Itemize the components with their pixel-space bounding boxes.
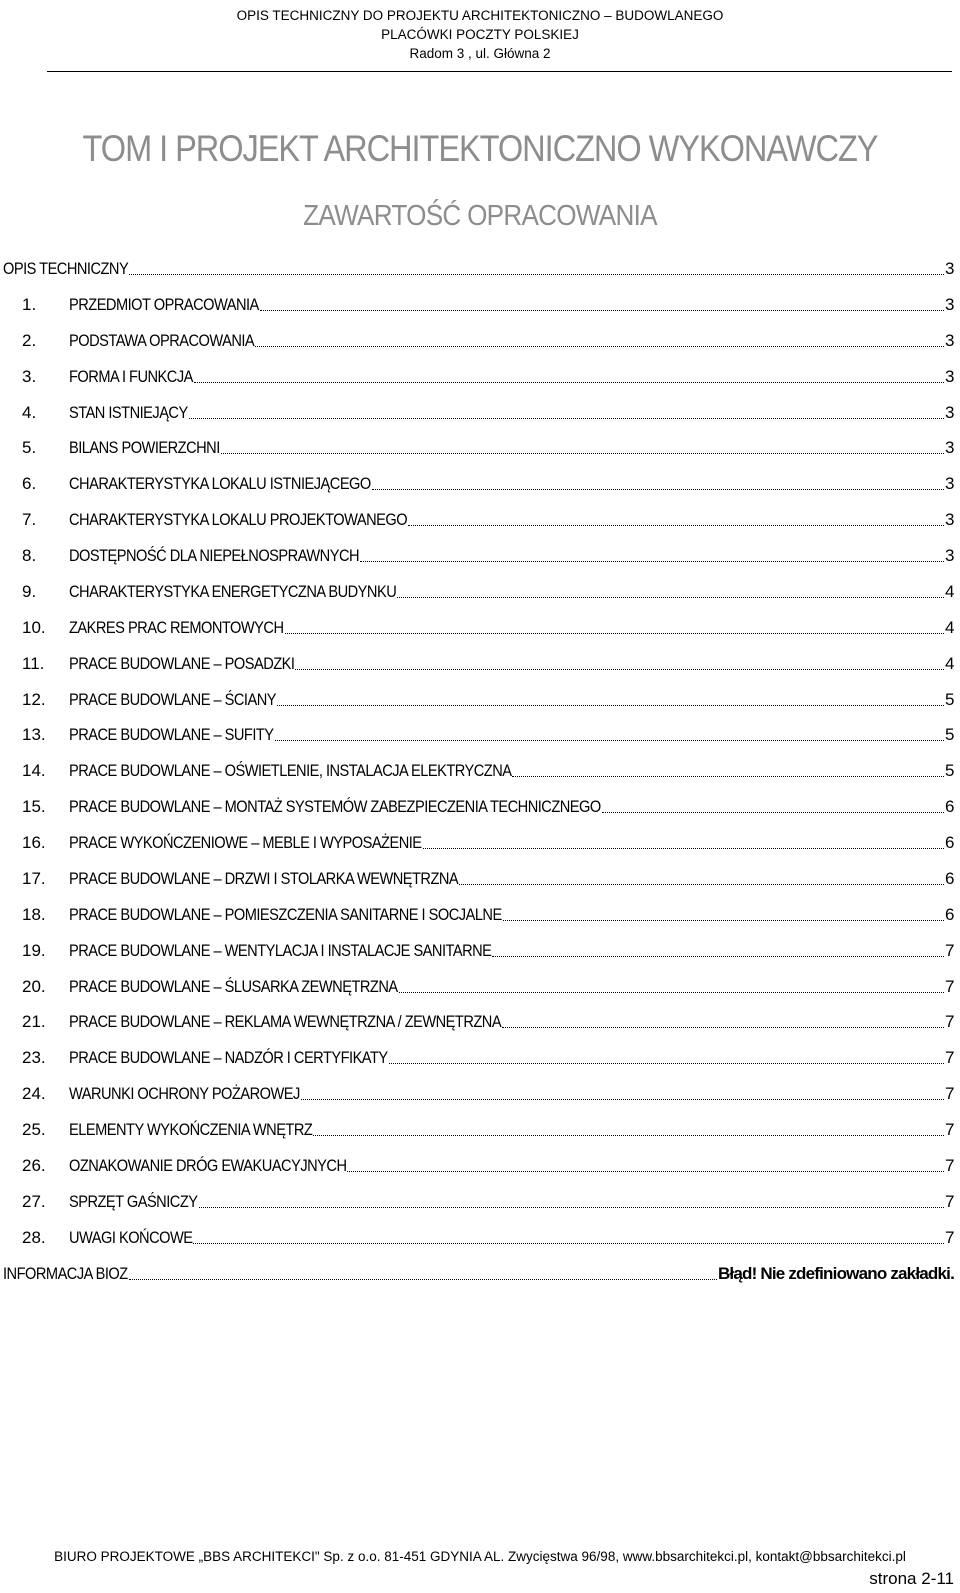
toc-entry-number: 16. [22,833,46,853]
toc-entry-page: 3 [944,510,954,530]
toc-entry-number: 19. [22,940,46,960]
toc-entry-page: 3 [944,330,954,350]
toc-dot-leader [503,920,944,921]
toc-entry[interactable] [22,940,954,962]
toc-dot-leader [129,1279,717,1280]
toc-entry[interactable] [22,581,954,603]
toc-entry-page: 3 [944,438,954,458]
toc-dot-leader [277,705,944,706]
toc-dot-leader [399,992,944,993]
toc-dot-leader [389,1063,944,1064]
toc-entry[interactable] [22,509,954,531]
toc-entry-label: PRACE WYKOŃCZENIOWE – MEBLE I WYPOSAŻENIE [69,833,422,853]
toc-entry-page: 6 [944,833,954,853]
toc-entry-page: 7 [944,1084,954,1104]
toc-entry[interactable] [22,1083,954,1105]
toc-entry-page: Błąd! Nie zdefiniowano zakładki. [717,1263,954,1283]
toc-entry-page: 7 [944,976,954,996]
toc-entry-number: 15. [22,797,46,817]
toc-entry-page: 5 [944,725,954,745]
toc-dot-leader [313,1135,944,1136]
toc-entry-label: WARUNKI OCHRONY POŻAROWEJ [69,1084,300,1104]
toc-entry[interactable] [22,545,954,567]
toc-entry[interactable] [22,976,954,998]
toc-entry[interactable] [3,258,954,280]
toc-dot-leader [275,740,944,741]
toc-entry-page: 7 [944,1227,954,1247]
toc-entry[interactable] [22,1119,954,1141]
toc-entry-page: 7 [944,1120,954,1140]
toc-dot-leader [602,812,944,813]
toc-entry-number: 5. [22,438,37,458]
toc-entry[interactable] [22,473,954,495]
toc-dot-leader [492,956,944,957]
toc-entry-label: FORMA I FUNKCJA [69,366,193,386]
toc-entry-page: 3 [944,546,954,566]
toc-entry-label: PRACE BUDOWLANE – POSADZKI [69,653,295,673]
toc-entry[interactable] [22,1191,954,1213]
toc-dot-leader [502,1027,944,1028]
main-title: TOM I PROJEKT ARCHITEKTONICZNO WYKONAWCZY [82,128,878,169]
toc-entry-label: PRACE BUDOWLANE – POMIESZCZENIA SANITARNE I SOCJALNE [69,904,502,924]
toc-entry-label: SPRZĘT GAŚNICZY [69,1191,198,1211]
toc-entry-label: ZAKRES PRAC REMONTOWYCH [69,617,284,637]
header-divider [47,71,952,72]
toc-entry-page: 4 [944,581,954,601]
toc-dot-leader [408,525,944,526]
toc-entry-number: 9. [22,581,37,601]
toc-entry-number: 8. [22,546,37,566]
toc-entry-label: PRACE BUDOWLANE – REKLAMA WEWNĘTRZNA / ZEWNĘTRZNA [69,1012,502,1032]
toc-entry-page: 7 [944,1048,954,1068]
toc-entry[interactable] [22,832,954,854]
header-line-3: Radom 3 , ul. Główna 2 [409,46,551,61]
toc-entry[interactable] [22,868,954,890]
toc-entry-label: STAN ISTNIEJĄCY [69,402,188,422]
header-line-1: OPIS TECHNICZNY DO PROJEKTU ARCHITEKTONICZNO – BUDOWLANEGO [236,8,724,23]
toc-entry[interactable] [22,724,954,746]
toc-entry-page: 7 [944,1156,954,1175]
toc-entry-page: 4 [944,617,954,637]
toc-entry-label: PRACE BUDOWLANE – MONTAŻ SYSTEMÓW ZABEZPIECZENIA TECHNICZNEGO [69,797,601,817]
toc-entry-label: PRACE BUDOWLANE – DRZWI I STOLARKA WEWNĘTRZNA [69,868,459,888]
toc-entry[interactable] [22,760,954,782]
toc-entry-number: 23. [22,1048,46,1068]
toc-entry-label: PRACE BUDOWLANE – NADZÓR I CERTYFIKATY [69,1048,388,1068]
toc-entry[interactable] [22,1047,954,1069]
toc-entry[interactable] [22,366,954,388]
toc-dot-leader [295,669,943,670]
toc-entry[interactable] [22,330,954,352]
toc-entry-number: 7. [22,510,37,530]
toc-entry[interactable] [22,1227,954,1249]
toc-entry-label: OZNAKOWANIE DRÓG EWAKUACYJNYCH [69,1156,347,1175]
toc-entry-label: CHARAKTERYSTYKA LOKALU PROJEKTOWANEGO [69,510,408,530]
toc-entry[interactable] [22,653,954,675]
toc-entry-page: 5 [944,761,954,781]
toc-entry-page: 5 [944,689,954,709]
toc-entry[interactable] [3,1263,954,1285]
toc-entry[interactable] [22,437,954,459]
toc-entry-label: PRZEDMIOT OPRACOWANIA [69,294,259,314]
toc-dot-leader [301,1099,944,1100]
toc-entry-number: 10. [22,617,46,637]
page-number: strona 2-11 [869,1569,954,1588]
toc-entry[interactable] [22,294,954,316]
header-line-2: PLACÓWKI POCZTY POLSKIEJ [381,27,579,42]
toc-entry-page: 3 [944,294,954,314]
toc-entry[interactable] [22,402,954,424]
toc-entry-label: INFORMACJA BIOZ [3,1263,128,1283]
toc-entry-page: 7 [944,1191,954,1211]
toc-entry-page: 3 [944,259,954,278]
toc-entry-number: 20. [22,976,46,996]
toc-dot-leader [255,346,944,347]
toc-entry-page: 3 [944,402,954,422]
toc-entry-page: 6 [944,868,954,888]
toc-dot-leader [360,561,944,562]
toc-dot-leader [512,776,943,777]
toc-entry[interactable] [22,796,954,818]
toc-entry-page: 7 [944,1012,954,1032]
toc-entry-number: 11. [22,653,45,673]
toc-entry-page: 7 [944,940,954,960]
toc-dot-leader [193,1243,943,1244]
toc-entry-number: 18. [22,904,46,924]
toc-entry-number: 24. [22,1084,46,1104]
toc-entry-number: 4. [22,402,37,422]
toc-entry-label: CHARAKTERYSTYKA ENERGETYCZNA BUDYNKU [69,581,397,601]
toc-entry-number: 25. [22,1120,46,1140]
toc-entry-label: PRACE BUDOWLANE – ŚCIANY [69,689,276,709]
toc-dot-leader [285,633,944,634]
toc-dot-leader [347,1171,944,1172]
toc-entry-number: 6. [22,474,37,494]
toc-entry-page: 6 [944,797,954,817]
toc-dot-leader [199,1207,944,1208]
toc-dot-leader [129,274,944,275]
toc-dot-leader [459,884,944,885]
toc-entry-page: 3 [944,366,954,386]
toc-entry-label: PRACE BUDOWLANE – OŚWIETLENIE, INSTALACJA ELEKTRYCZNA [69,761,512,781]
toc-entry-number: 3. [22,366,37,386]
toc-entry-number: 21. [22,1012,46,1032]
toc-dot-leader [194,382,944,383]
toc-dot-leader [372,489,944,490]
toc-dot-leader [260,310,944,311]
toc-entry[interactable] [22,1011,954,1033]
toc-entry-number: 14. [22,761,46,781]
toc-entry-label: PODSTAWA OPRACOWANIA [69,330,255,350]
toc-entry[interactable] [22,617,954,639]
toc-entry-label: PRACE BUDOWLANE – WENTYLACJA I INSTALACJE SANITARNE [69,940,492,960]
toc-entry-page: 3 [944,474,954,494]
toc-entry-page: 6 [944,904,954,924]
toc-entry[interactable] [22,904,954,926]
toc-entry-label: OPIS TECHNICZNY [3,259,129,278]
toc-entry-label: DOSTĘPNOŚĆ DLA NIEPEŁNOSPRAWNYCH [69,546,360,566]
toc-entry-label: PRACE BUDOWLANE – ŚLUSARKA ZEWNĘTRZNA [69,976,398,996]
toc-entry-number: 17. [22,868,46,888]
toc-entry-number: 1. [22,294,37,314]
toc-entry-number: 2. [22,330,37,350]
toc-entry-number: 12. [22,689,46,709]
toc-entry-number: 28. [22,1227,46,1247]
toc-dot-leader [423,848,944,849]
toc-dot-leader [397,597,944,598]
toc-entry-number: 27. [22,1191,46,1211]
toc-entry-label: UWAGI KOŃCOWE [69,1227,193,1247]
toc-entry-number: 26. [22,1156,46,1175]
toc-entry-label: CHARAKTERYSTYKA LOKALU ISTNIEJĄCEGO [69,474,371,494]
toc-dot-leader [189,418,944,419]
document-header [0,0,960,63]
toc-title: ZAWARTOŚĆ OPRACOWANIA [303,200,657,232]
toc-entry-page: 4 [944,653,954,673]
toc-entry[interactable] [22,689,954,711]
toc-entry-label: PRACE BUDOWLANE – SUFITY [69,725,274,745]
toc-entry[interactable] [22,1155,954,1177]
toc-dot-leader [221,453,944,454]
toc-entry-label: BILANS POWIERZCHNI [69,438,220,458]
toc-entry-number: 13. [22,725,46,745]
document-footer: BIURO PROJEKTOWE „BBS ARCHITEKCI" Sp. z o.o. 81-451 GDYNIA AL. Zwycięstwa 96/98, www.bbsarchitekci.pl, kontakt@bbsarchitekci.pl [54,1549,906,1564]
toc-entry-label: ELEMENTY WYKOŃCZENIA WNĘTRZ [69,1120,313,1140]
